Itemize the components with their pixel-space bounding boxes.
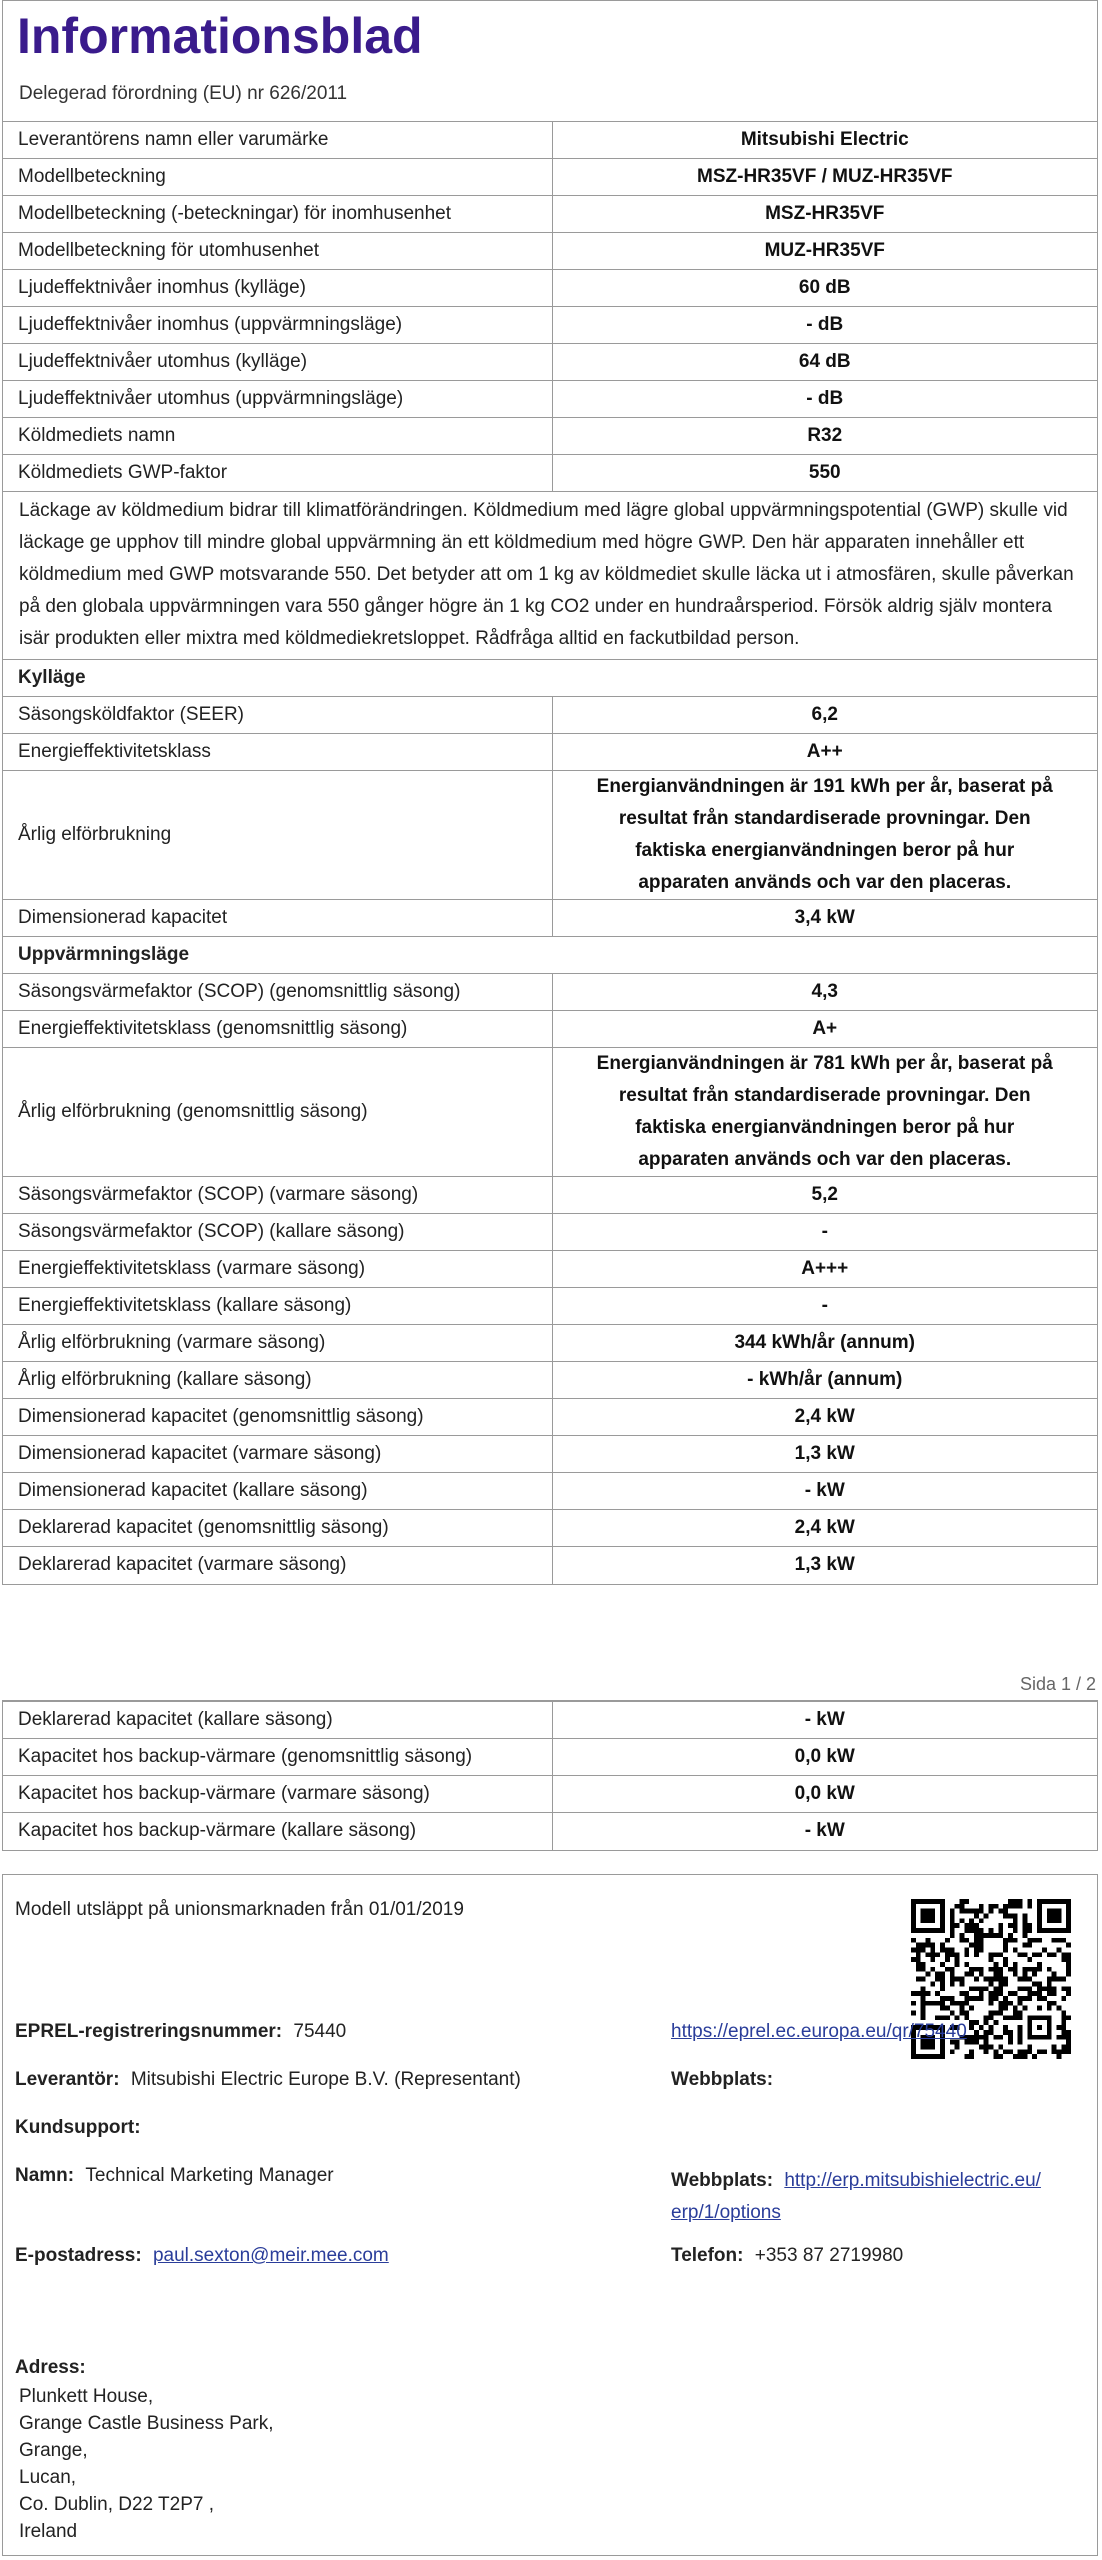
row-label: Kapacitet hos backup-värmare (varmare säsong) [3,1776,552,1813]
table-row [3,660,1097,697]
row-value: - kW [552,1473,1097,1510]
table-row [3,1325,1097,1362]
row-value: 344 kWh/år (annum) [552,1325,1097,1362]
table-row [3,159,1097,196]
spec-table-page-2 [3,1701,1097,1850]
table-row [3,1510,1097,1547]
row-value: 0,0 kW [552,1776,1097,1813]
support-label: Kundsupport: [15,2117,141,2138]
cooling-heading: Kylläge [3,660,1097,697]
table-row [3,771,1097,900]
table-row [3,1813,1097,1850]
row-value: - kW [552,1702,1097,1739]
name-label: Namn: [15,2165,75,2186]
phone-label: Telefon: [671,2245,744,2266]
row-value: 5,2 [552,1177,1097,1214]
row-label: Kapacitet hos backup-värmare (genomsnittlig säsong) [3,1739,552,1776]
address-line: Grange, [19,2440,88,2461]
row-label: Årlig elförbrukning (varmare säsong) [3,1325,552,1362]
table-row [3,381,1097,418]
table-row [3,697,1097,734]
heating-class-avg-value: A+ [552,1011,1097,1048]
address-line: Co. Dublin, D22 T2P7 , [19,2494,215,2515]
scop-avg-label: Säsongsvärmefaktor (SCOP) (genomsnittlig säsong) [3,974,552,1011]
row-label: Årlig elförbrukning (kallare säsong) [3,1362,552,1399]
row-label: Modellbeteckning [3,159,552,196]
address-label: Adress: [15,2357,86,2378]
spec-table [3,121,1097,1584]
row-value: MUZ-HR35VF [552,233,1097,270]
table-row [3,900,1097,937]
table-row [3,1288,1097,1325]
row-label: Ljudeffektnivåer utomhus (kylläge) [3,344,552,381]
table-row [3,344,1097,381]
row-value: - kWh/år (annum) [552,1362,1097,1399]
cooling-capacity-value: 3,4 kW [552,900,1097,937]
row-label: Deklarerad kapacitet (kallare säsong) [3,1702,552,1739]
table-row [3,1362,1097,1399]
address-block [19,2383,274,2545]
row-label: Dimensionerad kapacitet (kallare säsong) [3,1473,552,1510]
row-value: A+++ [552,1251,1097,1288]
support-website-link[interactable]: http://erp.mitsubishielectric.eu/ [784,2170,1041,2191]
row-value: 2,4 kW [552,1510,1097,1547]
row-label: Dimensionerad kapacitet (varmare säsong) [3,1436,552,1473]
supplier-row [15,2069,521,2091]
row-value: - dB [552,381,1097,418]
heating-class-avg-label: Energieffektivitetsklass (genomsnittlig säsong) [3,1011,552,1048]
table-row [3,307,1097,344]
row-label: Kapacitet hos backup-värmare (kallare säsong) [3,1813,552,1850]
table-row [3,1048,1097,1177]
table-row [3,1399,1097,1436]
email-label: E-postadress: [15,2245,142,2266]
refrigerant-note: Läckage av köldmedium bidrar till klimatförändringen. Köldmedium med lägre global uppvärmningspotential (GWP) skulle vid läckage ge upphov till mindre global uppvärmning än ett köldmedium med högre GWP. Den här apparaten innehåller ett köldmedium med GWP motsvarande 550. Det betyder att om 1 kg av köldmediet skulle läcka ut i atmosfären, skulle påverkan på den globala uppvärmningen vara 550 gånger högre än 1 kg CO2 under en hundraårsperiod. Försök aldrig själv montera isär produkten eller mixtra med köldmediekretsloppet. Rådfråga alltid en fackutbildad person. [3,492,1097,660]
row-label: Energieffektivitetsklass (kallare säsong) [3,1288,552,1325]
table-row [3,1702,1097,1739]
eprel-link[interactable]: https://eprel.ec.europa.eu/qr/75440 [671,2021,967,2042]
row-label: Säsongsvärmefaktor (SCOP) (varmare säsong) [3,1177,552,1214]
row-value: Mitsubishi Electric [552,122,1097,159]
row-label: Ljudeffektnivåer utomhus (uppvärmningsläge) [3,381,552,418]
table-row [3,1177,1097,1214]
row-label: Leverantörens namn eller varumärke [3,122,552,159]
row-value: - dB [552,307,1097,344]
supplier-label: Leverantör: [15,2069,120,2090]
heating-annual-avg-label: Årlig elförbrukning (genomsnittlig säsong) [3,1048,552,1177]
table-row [3,122,1097,159]
eprel-row [15,2021,346,2043]
row-label: Ljudeffektnivåer inomhus (kylläge) [3,270,552,307]
heating-heading: Uppvärmningsläge [3,937,1097,974]
row-value: 1,3 kW [552,1436,1097,1473]
table-row [3,492,1097,660]
table-row [3,233,1097,270]
address-line: Grange Castle Business Park, [19,2413,274,2434]
table-row [3,455,1097,492]
address-line: Ireland [19,2521,78,2542]
eprel-value: 75440 [293,2021,347,2042]
contact-name-row [15,2165,334,2187]
name-value: Technical Marketing Manager [85,2165,334,2186]
row-label: Energieffektivitetsklass (varmare säsong) [3,1251,552,1288]
table-row [3,418,1097,455]
email-row [15,2245,389,2267]
table-row [3,1011,1097,1048]
supplier-info-box [2,1874,1098,2556]
row-value: - [552,1214,1097,1251]
table-row [3,974,1097,1011]
row-value: MSZ-HR35VF / MUZ-HR35VF [552,159,1097,196]
row-value: - kW [552,1813,1097,1850]
address-line: Plunkett House, [19,2386,154,2407]
row-value: MSZ-HR35VF [552,196,1097,233]
address-line: Lucan, [19,2467,77,2488]
support-website-row [671,2165,1041,2229]
cooling-class-label: Energieffektivitetsklass [3,734,552,771]
row-label: Modellbeteckning för utomhusenhet [3,233,552,270]
cooling-class-value: A++ [552,734,1097,771]
table-row [3,1776,1097,1813]
eprel-label: EPREL-registreringsnummer: [15,2021,283,2042]
info-sheet-page-2 [2,1700,1098,1851]
scop-avg-value: 4,3 [552,974,1097,1011]
row-value: 550 [552,455,1097,492]
row-label: Modellbeteckning (-beteckningar) för inomhusenhet [3,196,552,233]
row-value: R32 [552,418,1097,455]
table-row [3,270,1097,307]
row-value: - [552,1288,1097,1325]
email-link[interactable]: paul.sexton@meir.mee.com [152,2245,389,2266]
cooling-capacity-label: Dimensionerad kapacitet [3,900,552,937]
release-date-text: Modell utsläppt på unionsmarknaden från 01/01/2019 [15,1899,464,1920]
heating-annual-avg-value: Energianvändningen är 781 kWh per år, baserat på resultat från standardiserade provningar. Den faktiska energianvändningen beror på hur apparaten används och var den placeras. [552,1048,1097,1177]
row-label: Ljudeffektnivåer inomhus (uppvärmningsläge) [3,307,552,344]
table-row [3,196,1097,233]
info-sheet-page-1 [2,0,1098,1585]
regulation-subtitle: Delegerad förordning (EU) nr 626/2011 [19,83,348,104]
row-label: Deklarerad kapacitet (genomsnittlig säsong) [3,1510,552,1547]
table-row [3,1251,1097,1288]
row-value: 1,3 kW [552,1547,1097,1584]
table-row [3,734,1097,771]
website-label: Webbplats: [671,2069,774,2090]
seer-value: 6,2 [552,697,1097,734]
row-label: Säsongsvärmefaktor (SCOP) (kallare säsong) [3,1214,552,1251]
row-value: 2,4 kW [552,1399,1097,1436]
supplier-value: Mitsubishi Electric Europe B.V. (Representant) [130,2069,521,2090]
table-row [3,937,1097,974]
row-value: 64 dB [552,344,1097,381]
row-label: Köldmediets namn [3,418,552,455]
support-website-label: Webbplats: [671,2170,774,2191]
table-row [3,1739,1097,1776]
cooling-annual-label: Årlig elförbrukning [3,771,552,900]
table-row [3,1547,1097,1584]
phone-row [671,2245,903,2267]
support-website-link-cont[interactable]: erp/1/options [671,2202,781,2223]
table-row [3,1436,1097,1473]
phone-value: +353 87 2719980 [754,2245,904,2266]
page-number: Sida 1 / 2 [1019,1674,1096,1694]
page-title: Informationsblad [17,8,423,64]
row-label: Köldmediets GWP-faktor [3,455,552,492]
table-row [3,1214,1097,1251]
row-label: Dimensionerad kapacitet (genomsnittlig säsong) [3,1399,552,1436]
table-row [3,1473,1097,1510]
row-value: 60 dB [552,270,1097,307]
seer-label: Säsongsköldfaktor (SEER) [3,697,552,734]
row-label: Deklarerad kapacitet (varmare säsong) [3,1547,552,1584]
cooling-annual-value: Energianvändningen är 191 kWh per år, baserat på resultat från standardiserade provningar. Den faktiska energianvändningen beror på hur apparaten används och var den placeras. [552,771,1097,900]
row-value: 0,0 kW [552,1739,1097,1776]
